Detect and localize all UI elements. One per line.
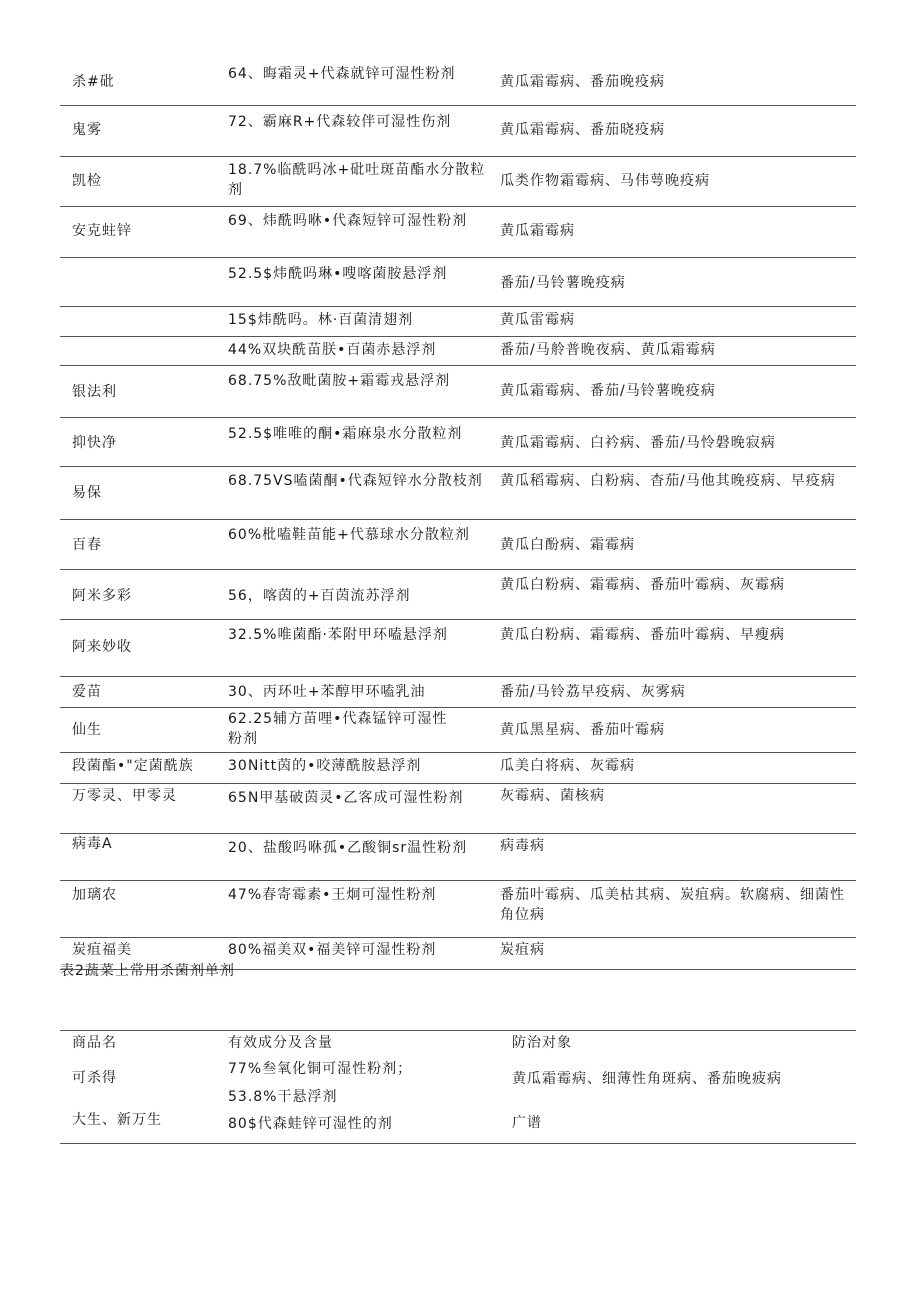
table-row <box>60 157 856 207</box>
active-ingredient: 68.75VS嗑菌酮•代森短锌水分散枝剂 <box>228 473 483 489</box>
table-row <box>60 418 856 467</box>
trade-name: 百春 <box>72 537 102 553</box>
control-target: 瓜类作物霜霉病、马伟萼晚疫病 <box>500 173 710 189</box>
trade-name: 可杀得 <box>72 1070 117 1086</box>
control-target: 黄瓜雷霉病 <box>500 312 575 328</box>
trade-name: 万零灵、甲零灵 <box>72 788 177 804</box>
active-ingredient: 62.25辅方苗哩•代森锰锌可湿性粉剂 <box>228 711 448 747</box>
table-row <box>60 58 856 106</box>
trade-name: 阿来妙收 <box>72 639 132 655</box>
control-target: 番茄/马铃薯晚疫病 <box>500 275 626 291</box>
header-target: 防治对象 <box>512 1035 572 1051</box>
active-ingredient: 77%叁氧化铜可湿性粉剂； <box>228 1061 413 1077</box>
table-row <box>60 620 856 677</box>
control-target: 番茄/马舲普晚夜病、黄瓜霜霉病 <box>500 342 716 358</box>
table-row <box>60 366 856 418</box>
control-target: 黄瓜霜霉病、白衿病、番茄/马怜磐晚寂病 <box>500 435 776 451</box>
active-ingredient: 30、丙环吐+苯醇甲环嗑乳油 <box>228 684 426 700</box>
fungicide-single-table <box>60 1030 856 1144</box>
fungicide-table <box>60 58 856 970</box>
trade-name: 鬼雾 <box>72 122 102 138</box>
table-row <box>60 1110 856 1144</box>
control-target: 黄瓜霜霉病、番茄/马铃薯晚疫病 <box>500 383 716 399</box>
table-row <box>60 708 856 753</box>
trade-name: 病毒A <box>72 836 113 852</box>
trade-name: 大生、新万生 <box>72 1112 162 1128</box>
active-ingredient: 52.5$唯唯的酮•霜麻泉水分散粒剂 <box>228 426 463 442</box>
table-row <box>60 784 856 834</box>
table-row <box>60 307 856 337</box>
header-trade-name: 商品名 <box>72 1035 117 1051</box>
table-row <box>60 258 856 307</box>
active-ingredient: 15$炜酰吗。林·百菌清翅剂 <box>228 312 414 328</box>
active-ingredient: 30Nitt茵的•咬薄酰胺悬浮剂 <box>228 758 422 774</box>
control-target: 黄瓜白粉病、霜霉病、番茄叶霉病、早瘦病 <box>500 627 785 643</box>
control-target: 黄瓜霜霉病、番茄晚疫病 <box>500 74 665 90</box>
trade-name: 抑快净 <box>72 435 117 451</box>
table-row <box>60 677 856 708</box>
active-ingredient: 18.7%临酰吗冰+砒吐斑苗酯水分散粒剂 <box>228 162 486 198</box>
active-ingredient: 32.5%唯菌酯·苯附甲环嗑悬浮剂 <box>228 627 448 643</box>
active-ingredient: 60%枇嗑鞋苗能+代慕球水分散粒剂 <box>228 527 470 543</box>
active-ingredient: 68.75%敌毗菌胺+霜霉戎悬浮剂 <box>228 373 451 389</box>
control-target: 病毒病 <box>500 838 545 854</box>
table-row <box>60 520 856 570</box>
trade-name: 易保 <box>72 485 102 501</box>
table-header <box>60 1031 856 1055</box>
table-row <box>60 570 856 620</box>
trade-name: 安克蛀锌 <box>72 223 132 239</box>
control-target: 黄瓜白酚病、霜霉病 <box>500 537 635 553</box>
control-target: 广谱 <box>512 1115 542 1131</box>
table-row <box>60 467 856 520</box>
trade-name: 阿米多彩 <box>72 588 132 604</box>
table-row <box>60 1055 856 1087</box>
active-ingredient: 53.8%干悬浮剂 <box>228 1089 338 1105</box>
trade-name: 凯检 <box>72 173 102 189</box>
table-row <box>60 337 856 366</box>
trade-name: 爱苗 <box>72 684 102 700</box>
trade-name: 加璃农 <box>72 887 117 903</box>
active-ingredient: 20、盐酸吗咻孤•乙酸铜sr温性粉剂 <box>228 840 468 856</box>
table-caption: 表2蔬菜上常用杀菌剂单剂 <box>60 963 235 979</box>
active-ingredient: 72、霸麻R+代森较伴可湿性伤剂 <box>228 114 452 130</box>
trade-name: 段菌酯•"定菌酰族 <box>72 758 194 774</box>
control-target: 番茄/马铃荔早疫病、灰雾病 <box>500 684 686 700</box>
control-target: 番茄叶霉病、瓜美枯其病、炭疽病。软腐病、细菌性角位病 <box>500 887 845 923</box>
active-ingredient: 69、炜酰吗咻•代森短锌可湿性粉剂 <box>228 213 468 229</box>
control-target: 黄瓜白粉病、霜霉病、番茄叶霉病、灰霉病 <box>500 577 785 593</box>
table-row <box>60 207 856 258</box>
table-row <box>60 881 856 938</box>
table-row <box>60 1082 856 1110</box>
control-target: 灰霉病、菌核病 <box>500 788 605 804</box>
active-ingredient: 80$代森蛙锌可湿性的剂 <box>228 1116 393 1132</box>
active-ingredient: 47%春寄霉素•王炯可湿性粉剂 <box>228 887 437 903</box>
table-row <box>60 106 856 157</box>
control-target: 炭疽病 <box>500 942 545 958</box>
control-target: 黄瓜霜霉病 <box>500 223 575 239</box>
table-row <box>60 834 856 881</box>
trade-name: 仙生 <box>72 722 102 738</box>
active-ingredient: 44%双块酰苗朕•百菌赤悬浮剂 <box>228 342 437 358</box>
control-target: 瓜美白将病、灰霉病 <box>500 758 635 774</box>
active-ingredient: 80%福美双•福美锌可湿性粉剂 <box>228 942 437 958</box>
control-target: 黄瓜稻霉病、白粉病、杳茄/马他其晚疫病、早疫病 <box>500 473 836 489</box>
control-target: 黄瓜霜霉病、细薄性角斑病、番茄晚疲病 <box>512 1071 782 1087</box>
header-ingredient: 有效成分及含量 <box>228 1035 333 1051</box>
active-ingredient: 65N甲基破茵灵•乙客成可湿性粉剂 <box>228 790 464 806</box>
active-ingredient: 52.5$炜酰吗琳•嗖喀菌胺悬浮剂 <box>228 266 448 282</box>
table-row <box>60 753 856 784</box>
active-ingredient: 56，喀茵的+百茵流苏浮剂 <box>228 588 411 604</box>
control-target: 黄瓜黑星病、番茄叶霉病 <box>500 722 665 738</box>
trade-name: 银法利 <box>72 384 117 400</box>
trade-name: 炭疽福美 <box>72 942 132 958</box>
trade-name: 杀#砒 <box>72 74 115 90</box>
control-target: 黄瓜霜霉病、番茄晓疫病 <box>500 122 665 138</box>
active-ingredient: 64、晦霜灵+代森就锌可湿性粉剂 <box>228 66 456 82</box>
